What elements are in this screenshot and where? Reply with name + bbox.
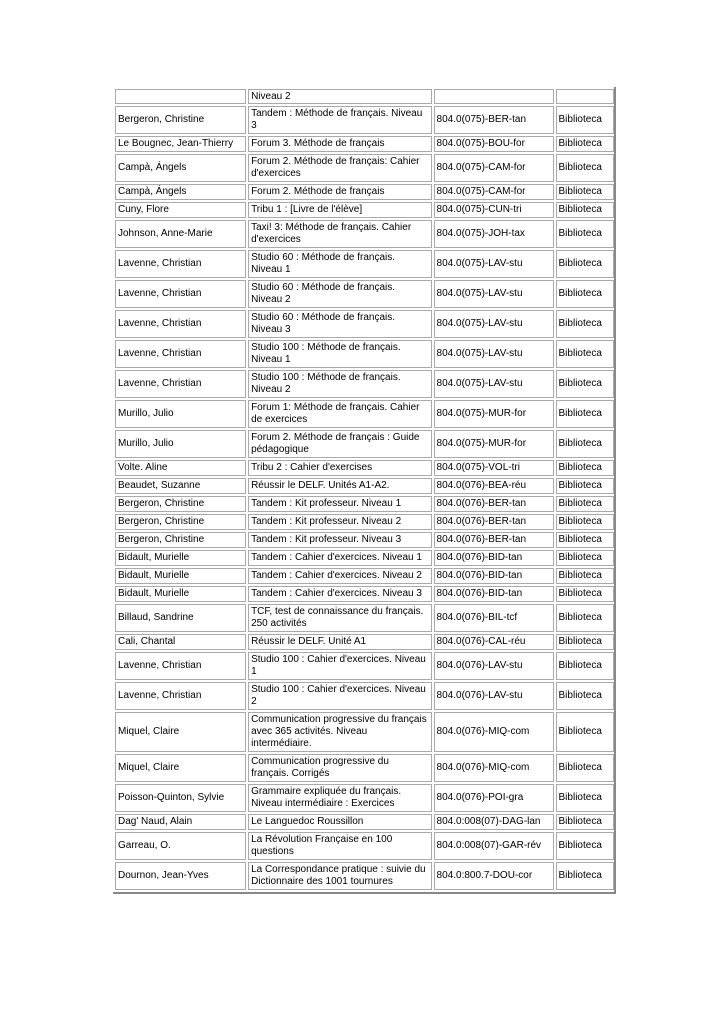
author-cell: Bidault, Murielle bbox=[115, 568, 246, 584]
author-cell: Bidault, Murielle bbox=[115, 550, 246, 566]
table-row bbox=[115, 682, 614, 710]
call-number-cell: 804.0(075)-LAV-stu bbox=[434, 370, 554, 398]
call-number-cell: 804.0(075)-CAM-for bbox=[434, 184, 554, 200]
author-cell: Cuny, Flore bbox=[115, 202, 246, 218]
call-number-cell: 804.0(075)-CUN-tri bbox=[434, 202, 554, 218]
table-row bbox=[115, 310, 614, 338]
table-row bbox=[115, 862, 614, 890]
location-cell: Biblioteca bbox=[556, 220, 614, 248]
title-cell: La Révolution Française en 100 questions bbox=[248, 832, 431, 860]
title-cell: Le Languedoc Roussillon bbox=[248, 814, 431, 830]
author-cell: Murillo, Julio bbox=[115, 400, 246, 428]
title-cell: Réussir le DELF. Unité A1 bbox=[248, 634, 431, 650]
table-row bbox=[115, 202, 614, 218]
title-cell: Forum 3. Méthode de français bbox=[248, 136, 431, 152]
author-cell: Miquel, Claire bbox=[115, 712, 246, 752]
title-cell: Studio 60 : Méthode de français. Niveau 2 bbox=[248, 280, 431, 308]
location-cell: Biblioteca bbox=[556, 106, 614, 134]
author-cell: Johnson, Anne-Marie bbox=[115, 220, 246, 248]
title-cell: Studio 100 : Méthode de français. Niveau 1 bbox=[248, 340, 431, 368]
table-row bbox=[115, 754, 614, 782]
call-number-cell: 804.0(076)-BID-tan bbox=[434, 568, 554, 584]
call-number-cell: 804.0(076)-LAV-stu bbox=[434, 652, 554, 680]
call-number-cell: 804.0(076)-CAL-réu bbox=[434, 634, 554, 650]
location-cell: Biblioteca bbox=[556, 280, 614, 308]
table-row bbox=[115, 814, 614, 830]
location-cell: Biblioteca bbox=[556, 814, 614, 830]
call-number-cell: 804.0(076)-MIQ-com bbox=[434, 754, 554, 782]
catalog-table-body bbox=[115, 89, 614, 890]
table-row bbox=[115, 550, 614, 566]
table-row bbox=[115, 514, 614, 530]
author-cell: Bergeron, Christine bbox=[115, 106, 246, 134]
table-row bbox=[115, 430, 614, 458]
table-row bbox=[115, 634, 614, 650]
title-cell: Forum 2. Méthode de français bbox=[248, 184, 431, 200]
location-cell: Biblioteca bbox=[556, 568, 614, 584]
author-cell: Murillo, Julio bbox=[115, 430, 246, 458]
location-cell: Biblioteca bbox=[556, 136, 614, 152]
title-cell: Grammaire expliquée du français. Niveau intermédiaire : Exercices bbox=[248, 784, 431, 812]
location-cell: Biblioteca bbox=[556, 712, 614, 752]
location-cell: Biblioteca bbox=[556, 496, 614, 512]
table-row bbox=[115, 568, 614, 584]
author-cell: Billaud, Sandrine bbox=[115, 604, 246, 632]
table-row bbox=[115, 532, 614, 548]
catalog-table bbox=[113, 87, 616, 892]
location-cell: Biblioteca bbox=[556, 682, 614, 710]
call-number-cell: 804.0(075)-LAV-stu bbox=[434, 250, 554, 278]
author-cell bbox=[115, 89, 246, 104]
location-cell: Biblioteca bbox=[556, 400, 614, 428]
location-cell: Biblioteca bbox=[556, 310, 614, 338]
location-cell: Biblioteca bbox=[556, 604, 614, 632]
title-cell: Studio 100 : Méthode de français. Niveau 2 bbox=[248, 370, 431, 398]
title-cell: Taxi! 3: Méthode de français. Cahier d'exercices bbox=[248, 220, 431, 248]
location-cell: Biblioteca bbox=[556, 370, 614, 398]
title-cell: Réussir le DELF. Unités A1-A2. bbox=[248, 478, 431, 494]
location-cell bbox=[556, 89, 614, 104]
call-number-cell: 804.0(075)-JOH-tax bbox=[434, 220, 554, 248]
location-cell: Biblioteca bbox=[556, 340, 614, 368]
author-cell: Poisson-Quinton, Sylvie bbox=[115, 784, 246, 812]
author-cell: Dournon, Jean-Yves bbox=[115, 862, 246, 890]
call-number-cell: 804.0:008(07)-DAG-lan bbox=[434, 814, 554, 830]
title-cell: Tribu 2 : Cahier d'exercises bbox=[248, 460, 431, 476]
location-cell: Biblioteca bbox=[556, 550, 614, 566]
call-number-cell: 804.0(075)-BER-tan bbox=[434, 106, 554, 134]
call-number-cell: 804.0(075)-VOL-tri bbox=[434, 460, 554, 476]
location-cell: Biblioteca bbox=[556, 652, 614, 680]
location-cell: Biblioteca bbox=[556, 754, 614, 782]
table-row bbox=[115, 496, 614, 512]
author-cell: Lavenne, Christian bbox=[115, 370, 246, 398]
title-cell: Tribu 1 : [Livre de l'élève] bbox=[248, 202, 431, 218]
title-cell: Forum 2. Méthode de français : Guide pédagogique bbox=[248, 430, 431, 458]
table-row bbox=[115, 586, 614, 602]
title-cell: Forum 1: Méthode de français. Cahier de exercices bbox=[248, 400, 431, 428]
call-number-cell: 804.0(076)-POI-gra bbox=[434, 784, 554, 812]
author-cell: Lavenne, Christian bbox=[115, 310, 246, 338]
call-number-cell: 804.0(076)-BER-tan bbox=[434, 514, 554, 530]
author-cell: Bergeron, Christine bbox=[115, 496, 246, 512]
table-row bbox=[115, 652, 614, 680]
author-cell: Bidault, Murielle bbox=[115, 586, 246, 602]
title-cell: Communication progressive du français avec 365 activités. Niveau intermédiaire. bbox=[248, 712, 431, 752]
author-cell: Dag' Naud, Alain bbox=[115, 814, 246, 830]
call-number-cell: 804.0(075)-MUR-for bbox=[434, 400, 554, 428]
table-row bbox=[115, 370, 614, 398]
author-cell: Beaudet, Suzanne bbox=[115, 478, 246, 494]
table-row bbox=[115, 784, 614, 812]
author-cell: Lavenne, Christian bbox=[115, 652, 246, 680]
title-cell: TCF, test de connaissance du français. 250 activités bbox=[248, 604, 431, 632]
location-cell: Biblioteca bbox=[556, 514, 614, 530]
location-cell: Biblioteca bbox=[556, 586, 614, 602]
author-cell: Lavenne, Christian bbox=[115, 280, 246, 308]
title-cell: Studio 100 : Cahier d'exercices. Niveau 1 bbox=[248, 652, 431, 680]
author-cell: Volte. Aline bbox=[115, 460, 246, 476]
title-cell: Niveau 2 bbox=[248, 89, 431, 104]
table-row bbox=[115, 136, 614, 152]
table-row bbox=[115, 832, 614, 860]
table-row bbox=[115, 106, 614, 134]
call-number-cell: 804.0(075)-LAV-stu bbox=[434, 310, 554, 338]
location-cell: Biblioteca bbox=[556, 478, 614, 494]
table-row bbox=[115, 250, 614, 278]
author-cell: Bergeron, Christine bbox=[115, 532, 246, 548]
call-number-cell: 804.0(076)-BID-tan bbox=[434, 550, 554, 566]
location-cell: Biblioteca bbox=[556, 184, 614, 200]
author-cell: Lavenne, Christian bbox=[115, 340, 246, 368]
author-cell: Lavenne, Christian bbox=[115, 682, 246, 710]
location-cell: Biblioteca bbox=[556, 784, 614, 812]
table-row bbox=[115, 340, 614, 368]
title-cell: Tandem : Cahier d'exercices. Niveau 3 bbox=[248, 586, 431, 602]
table-row bbox=[115, 400, 614, 428]
call-number-cell: 804.0:008(07)-GAR-rév bbox=[434, 832, 554, 860]
call-number-cell: 804.0(075)-LAV-stu bbox=[434, 280, 554, 308]
table-row bbox=[115, 280, 614, 308]
call-number-cell: 804.0(076)-BID-tan bbox=[434, 586, 554, 602]
call-number-cell: 804.0(076)-BEA-réu bbox=[434, 478, 554, 494]
author-cell: Cali, Chantal bbox=[115, 634, 246, 650]
location-cell: Biblioteca bbox=[556, 862, 614, 890]
title-cell: Forum 2. Méthode de français: Cahier d'exercices bbox=[248, 154, 431, 182]
call-number-cell: 804.0(075)-BOU-for bbox=[434, 136, 554, 152]
table-row bbox=[115, 89, 614, 104]
call-number-cell bbox=[434, 89, 554, 104]
call-number-cell: 804.0:800.7-DOU-cor bbox=[434, 862, 554, 890]
location-cell: Biblioteca bbox=[556, 832, 614, 860]
call-number-cell: 804.0(076)-MIQ-com bbox=[434, 712, 554, 752]
location-cell: Biblioteca bbox=[556, 202, 614, 218]
title-cell: Studio 100 : Cahier d'exercices. Niveau 2 bbox=[248, 682, 431, 710]
author-cell: Garreau, O. bbox=[115, 832, 246, 860]
title-cell: Tandem : Kit professeur. Niveau 2 bbox=[248, 514, 431, 530]
location-cell: Biblioteca bbox=[556, 460, 614, 476]
title-cell: Studio 60 : Méthode de français. Niveau 1 bbox=[248, 250, 431, 278]
call-number-cell: 804.0(075)-LAV-stu bbox=[434, 340, 554, 368]
table-row bbox=[115, 154, 614, 182]
location-cell: Biblioteca bbox=[556, 634, 614, 650]
call-number-cell: 804.0(075)-MUR-for bbox=[434, 430, 554, 458]
title-cell: Tandem : Kit professeur. Niveau 1 bbox=[248, 496, 431, 512]
call-number-cell: 804.0(076)-BER-tan bbox=[434, 532, 554, 548]
author-cell: Le Bougnec, Jean-Thierry bbox=[115, 136, 246, 152]
author-cell: Miquel, Claire bbox=[115, 754, 246, 782]
title-cell: Tandem : Méthode de français. Niveau 3 bbox=[248, 106, 431, 134]
title-cell: Communication progressive du français. Corrigés bbox=[248, 754, 431, 782]
table-row bbox=[115, 220, 614, 248]
call-number-cell: 804.0(076)-BER-tan bbox=[434, 496, 554, 512]
title-cell: Tandem : Cahier d'exercices. Niveau 1 bbox=[248, 550, 431, 566]
author-cell: Bergeron, Christine bbox=[115, 514, 246, 530]
table-row bbox=[115, 184, 614, 200]
call-number-cell: 804.0(075)-CAM-for bbox=[434, 154, 554, 182]
author-cell: Lavenne, Christian bbox=[115, 250, 246, 278]
location-cell: Biblioteca bbox=[556, 154, 614, 182]
call-number-cell: 804.0(076)-LAV-stu bbox=[434, 682, 554, 710]
location-cell: Biblioteca bbox=[556, 250, 614, 278]
catalog-table-wrapper bbox=[113, 87, 616, 894]
title-cell: Tandem : Cahier d'exercices. Niveau 2 bbox=[248, 568, 431, 584]
table-row bbox=[115, 712, 614, 752]
author-cell: Campà, Ángels bbox=[115, 184, 246, 200]
table-row bbox=[115, 478, 614, 494]
call-number-cell: 804.0(076)-BIL-tcf bbox=[434, 604, 554, 632]
author-cell: Campà, Ángels bbox=[115, 154, 246, 182]
table-row bbox=[115, 604, 614, 632]
title-cell: La Correspondance pratique : suivie du Dictionnaire des 1001 tournures bbox=[248, 862, 431, 890]
title-cell: Tandem : Kit professeur. Niveau 3 bbox=[248, 532, 431, 548]
location-cell: Biblioteca bbox=[556, 430, 614, 458]
title-cell: Studio 60 : Méthode de français. Niveau 3 bbox=[248, 310, 431, 338]
table-row bbox=[115, 460, 614, 476]
location-cell: Biblioteca bbox=[556, 532, 614, 548]
